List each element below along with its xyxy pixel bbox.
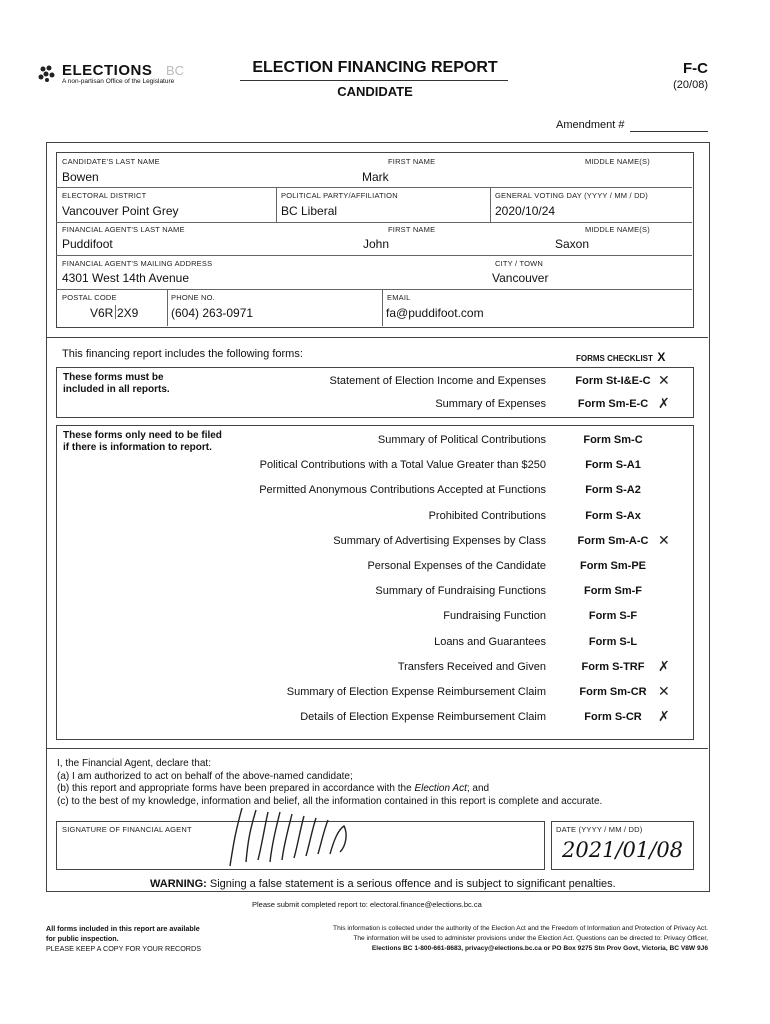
footer-right-1: This information is collected under the authority of the Election Act and the Freedom of Information and Protection of Privacy Act.	[333, 925, 708, 932]
footer-left-1: All forms included in this report are available	[46, 924, 200, 933]
electoral-district-label: ELECTORAL DISTRICT	[62, 191, 147, 200]
report-subtitle: CANDIDATE	[337, 84, 413, 99]
checkbox-mark[interactable]	[658, 634, 674, 650]
postal-code-label: POSTAL CODE	[62, 293, 117, 302]
signature-scribble[interactable]	[220, 800, 370, 870]
email[interactable]: fa@puddifoot.com	[386, 306, 484, 320]
row-divider	[56, 222, 692, 223]
checkbox-mark[interactable]	[658, 457, 674, 473]
required-heading-1: These forms must be	[63, 372, 164, 383]
form-code: Form Sm-F	[583, 585, 643, 598]
footer-left-3: PLEASE KEEP A COPY FOR YOUR RECORDS	[46, 944, 201, 953]
checkbox-mark[interactable]	[658, 508, 674, 524]
required-heading	[63, 372, 170, 396]
declaration-line-1: I, the Financial Agent, declare that:	[57, 758, 211, 769]
agent-middle-name-label: MIDDLE NAME(S)	[585, 225, 650, 234]
optional-heading	[63, 430, 222, 454]
section-divider	[46, 748, 708, 749]
form-description: Transfers Received and Given	[397, 660, 546, 673]
candidate-first-name[interactable]: Mark	[362, 170, 389, 184]
checkbox-mark[interactable]	[658, 583, 674, 599]
agent-last-name-label: FINANCIAL AGENT'S LAST NAME	[62, 225, 185, 234]
form-version: (20/08)	[673, 79, 708, 91]
elections-bc-logo	[38, 62, 208, 88]
col-divider	[276, 187, 277, 222]
amendment-field[interactable]	[630, 131, 708, 132]
postal-code-b[interactable]: 2X9	[117, 306, 139, 320]
section-divider	[46, 337, 708, 338]
forms-checklist-text: FORMS CHECKLIST	[576, 354, 653, 363]
checkbox-mark[interactable]	[658, 482, 674, 498]
form-code: Form Sm-PE	[579, 560, 646, 572]
submit-note: Please submit completed report to: electoral.finance@elections.bc.ca	[252, 900, 482, 909]
forms-checklist-mark: X	[657, 350, 666, 364]
agent-middle-name[interactable]: Saxon	[555, 237, 590, 251]
warning-bold: WARNING:	[150, 878, 207, 890]
phone-label: PHONE NO.	[171, 293, 215, 302]
party[interactable]: BC Liberal	[281, 204, 338, 218]
electoral-district[interactable]: Vancouver Point Grey	[62, 204, 179, 218]
form-code: Form S-A1	[585, 459, 641, 472]
footer-left	[46, 924, 201, 954]
col-divider	[167, 289, 168, 326]
form-description: Prohibited Contributions	[428, 509, 546, 522]
checkbox-mark[interactable]	[658, 558, 674, 574]
logo-icon	[38, 64, 60, 84]
agent-first-name[interactable]: John	[363, 237, 390, 251]
declaration-line-3c: ; and	[466, 783, 490, 794]
declaration-line-3b: Election Act	[414, 783, 467, 794]
form-description: Political Contributions with a Total Value Greater than $250	[259, 459, 546, 472]
warning-text: Signing a false statement is a serious offence and is subject to significant penalties.	[206, 878, 616, 890]
declaration-line-3	[57, 783, 602, 796]
form-code: Form Sm-C	[583, 434, 643, 446]
forms-intro: This financing report includes the following forms:	[62, 348, 303, 360]
form-description: Statement of Election Income and Expenses	[329, 375, 546, 387]
form-description: Summary of Expenses	[435, 398, 546, 410]
warning	[150, 878, 616, 890]
checkbox-mark[interactable]	[658, 608, 674, 624]
candidate-middle-name-label: MIDDLE NAME(S)	[585, 157, 650, 166]
checkbox-mark[interactable]: ✗	[658, 709, 670, 726]
footer-left-2: for public inspection.	[46, 934, 119, 943]
form-description: Summary of Advertising Expenses by Class	[333, 534, 546, 547]
signature-label: SIGNATURE OF FINANCIAL AGENT	[62, 825, 192, 834]
signed-date[interactable]: 2021/01/08	[562, 838, 684, 862]
form-description: Summary of Election Expense Reimbursement Claim	[286, 686, 546, 698]
candidate-first-name-label: FIRST NAME	[388, 157, 436, 166]
postal-code-a[interactable]: V6R	[90, 306, 114, 320]
form-code: Form S-L	[588, 635, 638, 648]
checkbox-mark[interactable]: ✗	[658, 396, 670, 412]
checkbox-mark[interactable]: ✕	[658, 532, 670, 549]
form-description: Loans and Guarantees	[434, 635, 546, 648]
title-underline	[240, 80, 508, 81]
form-code: Form S-A2	[585, 484, 641, 497]
form-code: Form Sm-CR	[579, 686, 647, 698]
city[interactable]: Vancouver	[492, 271, 549, 285]
form-description: Details of Election Expense Reimbursement Claim	[300, 711, 546, 724]
form-description: Summary of Fundraising Functions	[375, 585, 546, 598]
optional-heading-2: if there is information to report.	[63, 442, 212, 453]
form-description: Permitted Anonymous Contributions Accepted at Functions	[259, 484, 546, 497]
form-description: Fundraising Function	[443, 610, 546, 623]
amendment-label: Amendment #	[556, 119, 625, 131]
agent-address[interactable]: 4301 West 14th Avenue	[62, 271, 189, 285]
col-divider	[490, 187, 491, 222]
footer-right-2: The information will be used to administer provisions under the Election Act. Questions can be directed to: Privacy Officer,	[353, 935, 708, 942]
declaration-line-2: (a) I am authorized to act on behalf of the above-named candidate;	[57, 770, 353, 782]
voting-day-label: GENERAL VOTING DAY (YYYY / MM / DD)	[495, 191, 648, 200]
voting-day[interactable]: 2020/10/24	[495, 204, 556, 218]
agent-first-name-label: FIRST NAME	[388, 225, 436, 234]
form-code: Form S-Ax	[585, 509, 641, 522]
candidate-last-name-label: CANDIDATE'S LAST NAME	[62, 157, 160, 166]
checkbox-mark[interactable]: ✗	[658, 658, 670, 675]
form-description: Personal Expenses of the Candidate	[367, 560, 546, 572]
city-label: CITY / TOWN	[495, 259, 544, 268]
checkbox-mark[interactable]: ✕	[658, 373, 670, 389]
footer-right	[238, 924, 708, 954]
form-id: F-C	[683, 60, 708, 77]
form-code: Form S-TRF	[581, 660, 645, 673]
required-heading-2: included in all reports.	[63, 384, 170, 395]
row-divider	[56, 187, 692, 188]
form-code: Form S-F	[588, 610, 638, 623]
logo-bc: BC	[166, 63, 185, 78]
row-divider	[56, 289, 692, 290]
col-divider	[382, 289, 383, 326]
form-code: Form Sm-E-C	[577, 398, 649, 410]
date-label: DATE (YYYY / MM / DD)	[556, 825, 643, 834]
logo-word: ELECTIONS	[62, 62, 153, 79]
declaration-line-3a: (b) this report and appropriate forms have been prepared in accordance with the	[57, 783, 415, 794]
row-divider	[56, 255, 692, 256]
email-label: EMAIL	[387, 293, 411, 302]
footer-right-3: Elections BC 1-800-661-8683, privacy@elections.bc.ca or PO Box 9275 Stn Prov Govt, Victoria, BC V8W 9J6	[371, 945, 708, 952]
checkbox-mark[interactable]	[658, 432, 674, 448]
form-code: Form St-I&E-C	[575, 375, 651, 387]
optional-heading-1: These forms only need to be filed	[63, 430, 222, 441]
report-title: ELECTION FINANCING REPORT	[252, 59, 498, 76]
candidate-last-name[interactable]: Bowen	[62, 170, 99, 184]
agent-last-name[interactable]: Puddifoot	[62, 237, 113, 251]
party-label: POLITICAL PARTY/AFFILIATION	[281, 191, 398, 200]
agent-address-label: FINANCIAL AGENT'S MAILING ADDRESS	[62, 259, 213, 268]
logo-subtitle: A non-partisan Office of the Legislature	[62, 78, 175, 85]
declaration-line-4: (c) to the best of my knowledge, information and belief, all the information contained in this report is complete and accurate.	[57, 795, 603, 807]
checkbox-mark[interactable]: ✕	[658, 684, 670, 700]
phone[interactable]: (604) 263-0971	[171, 306, 254, 320]
form-code: Form Sm-A-C	[577, 534, 649, 547]
forms-checklist-label	[576, 348, 665, 366]
form-description: Summary of Political Contributions	[377, 434, 546, 446]
form-code: Form S-CR	[584, 711, 642, 724]
postal-divider	[115, 305, 116, 319]
